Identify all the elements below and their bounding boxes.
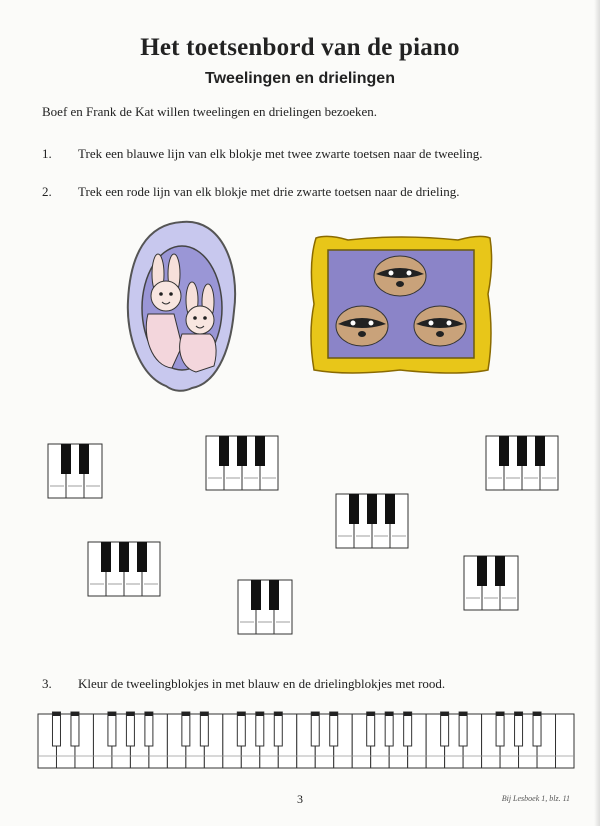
page-number: 3 bbox=[297, 792, 303, 806]
key-block-tweeling[interactable] bbox=[238, 580, 292, 634]
black-key bbox=[61, 444, 71, 474]
black-key-outline bbox=[237, 712, 245, 746]
black-key-outline bbox=[459, 712, 467, 746]
intro-text: Boef en Frank de Kat willen tweelingen en drielingen bezoeken. bbox=[42, 104, 377, 119]
black-key bbox=[535, 436, 545, 466]
black-key-outline bbox=[200, 712, 208, 746]
white-key bbox=[556, 714, 574, 768]
black-key bbox=[251, 580, 261, 610]
black-key bbox=[499, 436, 509, 466]
black-key bbox=[367, 494, 377, 524]
black-key-outline bbox=[330, 712, 338, 746]
black-key bbox=[477, 556, 487, 586]
black-key-outline bbox=[274, 712, 282, 746]
black-key bbox=[79, 444, 89, 474]
black-key-outline bbox=[404, 712, 412, 746]
black-key bbox=[101, 542, 111, 572]
black-key-outline bbox=[385, 712, 393, 746]
page-title: Het toetsenbord van de piano bbox=[140, 34, 460, 61]
instruction-3-number: 3. bbox=[42, 676, 52, 691]
black-key bbox=[137, 542, 147, 572]
key-block-drieling[interactable] bbox=[206, 436, 278, 490]
long-keyboard bbox=[38, 712, 574, 770]
black-key-outline bbox=[108, 712, 116, 746]
key-block-tweeling[interactable] bbox=[48, 444, 102, 498]
black-key-outline bbox=[145, 712, 153, 746]
black-key bbox=[255, 436, 265, 466]
black-key bbox=[269, 580, 279, 610]
page-subtitle: Tweelingen en drielingen bbox=[205, 70, 395, 87]
instruction-2-text: Trek een rode lijn van elk blokje met drie zwarte toetsen naar de drieling. bbox=[78, 184, 460, 199]
black-key bbox=[517, 436, 527, 466]
black-key-outline bbox=[367, 712, 375, 746]
black-key bbox=[119, 542, 129, 572]
black-key bbox=[385, 494, 395, 524]
black-key-outline bbox=[441, 712, 449, 746]
black-key bbox=[237, 436, 247, 466]
black-key-outline bbox=[515, 712, 523, 746]
black-key-outline bbox=[52, 712, 60, 746]
black-key-outline bbox=[496, 712, 504, 746]
black-key bbox=[219, 436, 229, 466]
instruction-2-number: 2. bbox=[42, 184, 52, 199]
black-key-outline bbox=[71, 712, 79, 746]
key-block-drieling[interactable] bbox=[336, 494, 408, 548]
footer-reference: Bij Lesboek 1, blz. 11 bbox=[501, 794, 570, 803]
black-key-outline bbox=[256, 712, 264, 746]
key-block-drieling[interactable] bbox=[88, 542, 160, 596]
instruction-3-text: Kleur de tweelingblokjes in met blauw en de drielingblokjes met rood. bbox=[78, 676, 446, 691]
instruction-1-number: 1. bbox=[42, 146, 52, 161]
key-block-drieling[interactable] bbox=[486, 436, 558, 490]
black-key bbox=[495, 556, 505, 586]
page-edge-shadow bbox=[594, 0, 600, 826]
black-key-outline bbox=[311, 712, 319, 746]
black-key-outline bbox=[126, 712, 134, 746]
instruction-1-text: Trek een blauwe lijn van elk blokje met twee zwarte toetsen naar de tweeling. bbox=[78, 146, 483, 161]
black-key-outline bbox=[182, 712, 190, 746]
black-key-outline bbox=[533, 712, 541, 746]
key-block-tweeling[interactable] bbox=[464, 556, 518, 610]
black-key bbox=[349, 494, 359, 524]
